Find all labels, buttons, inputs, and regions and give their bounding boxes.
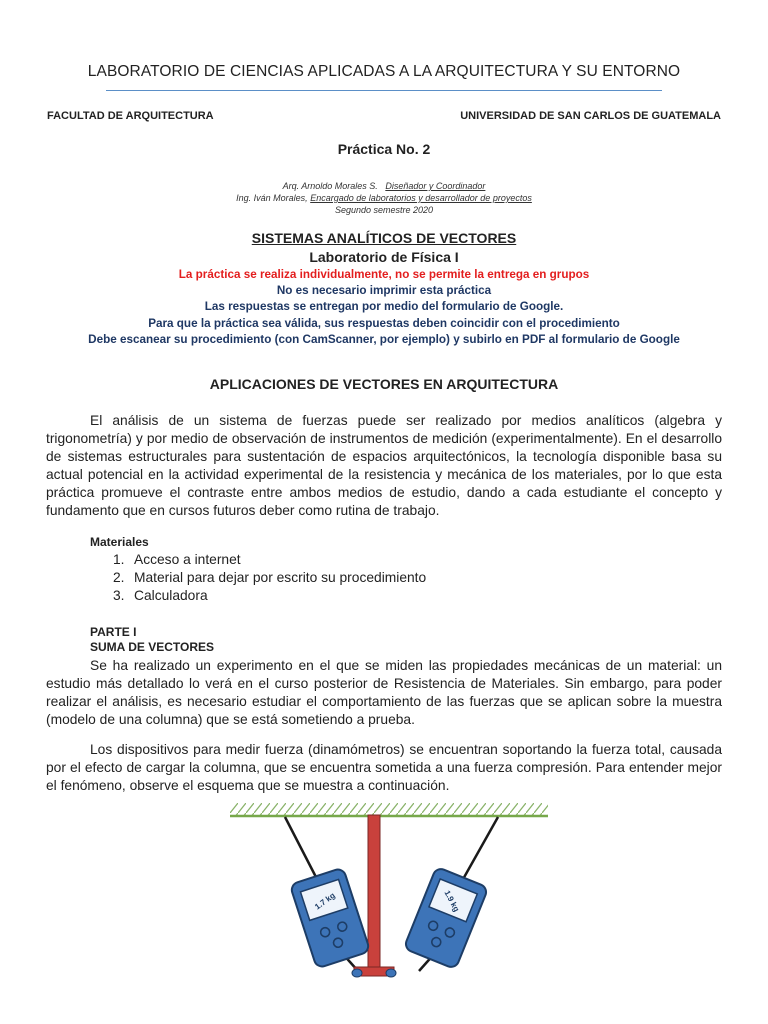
intro-paragraph: El análisis de un sistema de fuerzas puede ser realizado por medios analíticos (algebra y trigonometría) y por medio de observación de instrumentos de medición (experimentalmente). En el desarrollo de sistemas estructurales para sustentación de espacios arquitectónicos, la tecnología disponible basa su actual potencial en la actividad experimental de la resistencia y mecánica de los materiales, por lo que esta práctica promueve el contraste entre ambos medios de estudio, dando a cada estudiante el concepto y fundamento que en cursos futuros deber como rutina de trabajo.	[46, 413, 722, 519]
part-subtitle: SUMA DE VECTORES	[90, 640, 215, 654]
left-reading: 1.7 kg	[313, 890, 337, 912]
right-dynamometer	[404, 867, 489, 970]
notices-block	[0, 267, 768, 348]
notice-individual: La práctica se realiza individualmente, no se permite la entrega en grupos	[178, 268, 590, 281]
section-title: APLICACIONES DE VECTORES EN ARQUITECTURA	[209, 376, 559, 392]
lab-title: Laboratorio de Física I	[309, 249, 459, 265]
notice-procedure: Para que la práctica sea válida, sus respuestas deben coincidir con el procedimiento	[148, 316, 620, 330]
notice-no-print: No es necesario imprimir esta práctica	[276, 284, 492, 298]
header-divider	[106, 90, 662, 91]
right-clamp	[386, 969, 396, 977]
coordinator-role: Diseñador y Coordinador	[385, 181, 486, 191]
materials-list	[113, 551, 426, 605]
dynamometer-diagram	[230, 803, 548, 983]
notice-scan: Debe escanear su procedimiento (con CamScanner, por ejemplo) y subirlo en PDF al formulario de Google	[88, 332, 680, 346]
coordinator-name: Arq. Arnoldo Morales S.	[282, 181, 378, 191]
left-dynamometer	[290, 868, 370, 969]
list-item: 2. Material para dejar por escrito su procedimiento	[113, 570, 427, 586]
part-paragraph-2: Los dispositivos para medir fuerza (dinamómetros) se encuentran soportando la fuerza total, causada por el efecto de cargar la columna, que se encuentra sometida a una fuerza compresión. Para entender mejor el fenómeno, observe el esquema que se muestra a continuación.	[46, 742, 722, 794]
subject-title: SISTEMAS ANALÍTICOS DE VECTORES	[251, 230, 517, 246]
lab-manager-role: Encargado de laboratorios y desarrollador de proyectos	[310, 193, 532, 203]
list-item: 1. Acceso a internet	[113, 552, 241, 567]
column	[368, 815, 380, 973]
lab-header-title: LABORATORIO DE CIENCIAS APLICADAS A LA ARQUITECTURA Y SU ENTORNO	[87, 63, 681, 80]
right-rope	[462, 817, 498, 881]
lab-manager-name: Ing. Iván Morales,	[236, 193, 308, 203]
part-paragraph-1: Se ha realizado un experimento en el que se miden las propiedades mecánicas de un material: un estudio más detallado lo verá en el curso posterior de Resistencia de Materiales. Sin embargo, para poder realizar el análisis, es necesario estudiar el comportamiento de las fuerzas que se aplican sobre la muestra (modelo de una columna) que se está sometiendo a prueba.	[46, 658, 722, 728]
semester: Segundo semestre 2020	[334, 205, 434, 215]
credits-line-2	[0, 192, 768, 204]
credits-block	[0, 180, 768, 216]
part-label: PARTE I	[90, 625, 137, 639]
notice-google-form: Las respuestas se entregan por medio del formulario de Google.	[204, 300, 564, 314]
right-reading: 1.9 kg	[442, 888, 462, 914]
left-rope	[285, 817, 318, 881]
credits-line-1	[0, 180, 768, 192]
ceiling-hatch	[230, 803, 548, 815]
faculty-name: FACULTAD DE ARQUITECTURA	[47, 110, 214, 122]
list-item: 3. Calculadora	[113, 588, 208, 604]
left-clamp	[352, 969, 362, 977]
materials-label: Materiales	[90, 535, 149, 549]
university-name: UNIVERSIDAD DE SAN CARLOS DE GUATEMALA	[460, 110, 721, 122]
practice-title: Práctica No. 2	[337, 141, 431, 157]
